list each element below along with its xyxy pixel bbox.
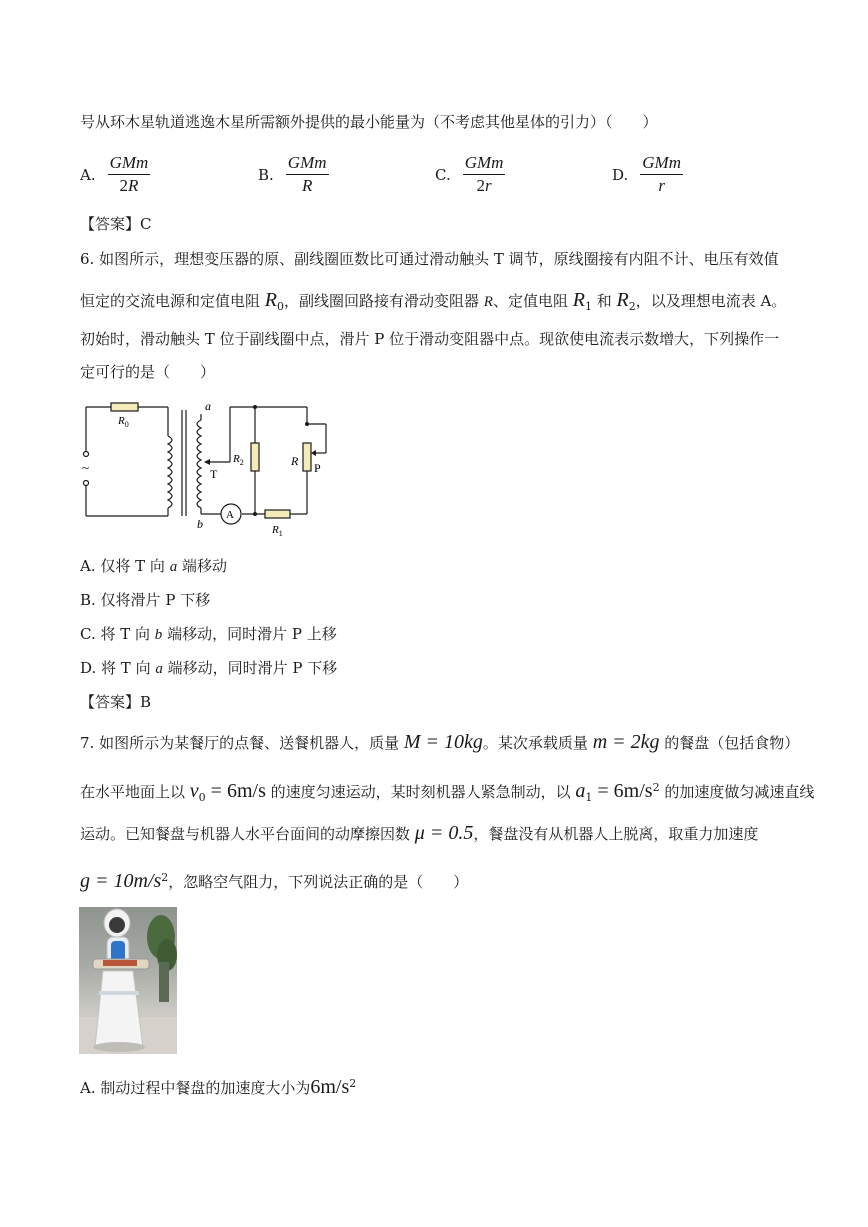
terminal-icon bbox=[84, 481, 89, 486]
q5-option-b[interactable]: B. $\frac{\text{GMm}}{R}$ bbox=[258, 153, 327, 195]
q7-stem-line3: 运动。已知餐盘与机器人水平台面间的动摩擦因数 μ = 0.5，餐盘没有从机器人上脱离，取重力加速度 bbox=[80, 822, 759, 844]
fraction: $\frac{\text{GMm}}{2R}$ bbox=[109, 153, 149, 195]
label-r2: $R_2$ bbox=[233, 453, 244, 467]
resistor-r0 bbox=[111, 403, 138, 411]
label-r: R bbox=[291, 454, 299, 468]
junction-dot bbox=[305, 422, 309, 426]
fraction: $\frac{\text{GMm}}{2r}$ bbox=[464, 153, 504, 195]
label-a: a bbox=[205, 399, 211, 413]
slider-p-arrow-icon bbox=[311, 450, 316, 456]
label-t: T bbox=[210, 467, 218, 481]
fraction: $\frac{\text{GMm}}{r}$ bbox=[642, 153, 681, 195]
q6-option-a[interactable]: A. 仅将 T 向 a 端移动 bbox=[80, 557, 227, 575]
q5-stem-tail: 号从环木星轨道逃逸木星所需额外提供的最小能量为（不考虑其他星体的引力）（ ） bbox=[80, 113, 658, 131]
q6-option-b[interactable]: B. 仅将滑片 P 下移 bbox=[80, 591, 211, 609]
robot-photo bbox=[79, 907, 177, 1054]
q5-option-c[interactable]: C. $\frac{\text{GMm}}{2r}$ bbox=[435, 153, 504, 195]
fraction: $\frac{\text{GMm}}{R}$ bbox=[287, 153, 327, 195]
terminal-icon bbox=[84, 452, 89, 457]
label-r0: $R_0$ bbox=[118, 415, 129, 429]
junction-dot bbox=[253, 405, 257, 409]
q6-option-c[interactable]: C. 将 T 向 b 端移动，同时滑片 P 上移 bbox=[80, 625, 337, 643]
q6-stem-line4: 定可行的是（ ） bbox=[80, 363, 216, 381]
circuit-diagram bbox=[78, 396, 338, 541]
ammeter-label: A bbox=[226, 509, 234, 521]
rheostat-r bbox=[303, 443, 311, 471]
q7-stem-line1: 7. 如图所示为某餐厅的点餐、送餐机器人，质量 M = 10kg。某次承载质量 m = 2kg 的餐盘（包括食物） bbox=[80, 731, 800, 753]
q5-option-a[interactable]: A. $\frac{\text{GMm}}{2R}$ bbox=[80, 153, 149, 195]
resistor-r2 bbox=[251, 443, 259, 471]
label-b: b bbox=[197, 517, 203, 531]
q6-stem-line1: 6. 如图所示，理想变压器的原、副线圈匝数比可通过滑动触头 T 调节，原线圈接有内阻不计、电压有效值 bbox=[80, 250, 779, 268]
resistor-r1 bbox=[265, 510, 290, 518]
tap-t-arrow-icon bbox=[204, 459, 210, 465]
junction-dot bbox=[253, 512, 257, 516]
q6-answer: 【答案】B bbox=[80, 693, 152, 711]
q6-stem-line2: 恒定的交流电源和定值电阻 $R_0$，副线圈回路接有滑动变阻器 R、定值电阻 $R_1$ 和 $R_2$，以及理想电流表 A。 bbox=[80, 289, 787, 313]
label-r1: $R_1$ bbox=[272, 524, 283, 538]
q6-option-d[interactable]: D. 将 T 向 a 端移动，同时滑片 P 下移 bbox=[80, 659, 338, 677]
q6-stem-line3: 初始时，滑动触头 T 位于副线圈中点，滑片 P 位于滑动变阻器中点。现欲使电流表示数增大，下列操作一 bbox=[80, 330, 780, 348]
q7-stem-line4: $g = 10m/s^2$，忽略空气阻力，下列说法正确的是（ ） bbox=[80, 870, 469, 892]
q7-stem-line2: 在水平地面上以 $v_0 = 6m/s$ 的速度匀速运动，某时刻机器人紧急制动，以 $a_1 = 6m/s^2$ 的加速度做匀减速直线 bbox=[80, 780, 815, 804]
label-p: P bbox=[314, 461, 321, 475]
q5-option-d[interactable]: D. $\frac{\text{GMm}}{r}$ bbox=[612, 153, 681, 195]
q7-option-a[interactable]: A. 制动过程中餐盘的加速度大小为$6m/s^2$ bbox=[80, 1076, 357, 1098]
q5-answer: 【答案】C bbox=[80, 215, 152, 233]
ac-symbol-label: ~ bbox=[82, 460, 90, 475]
